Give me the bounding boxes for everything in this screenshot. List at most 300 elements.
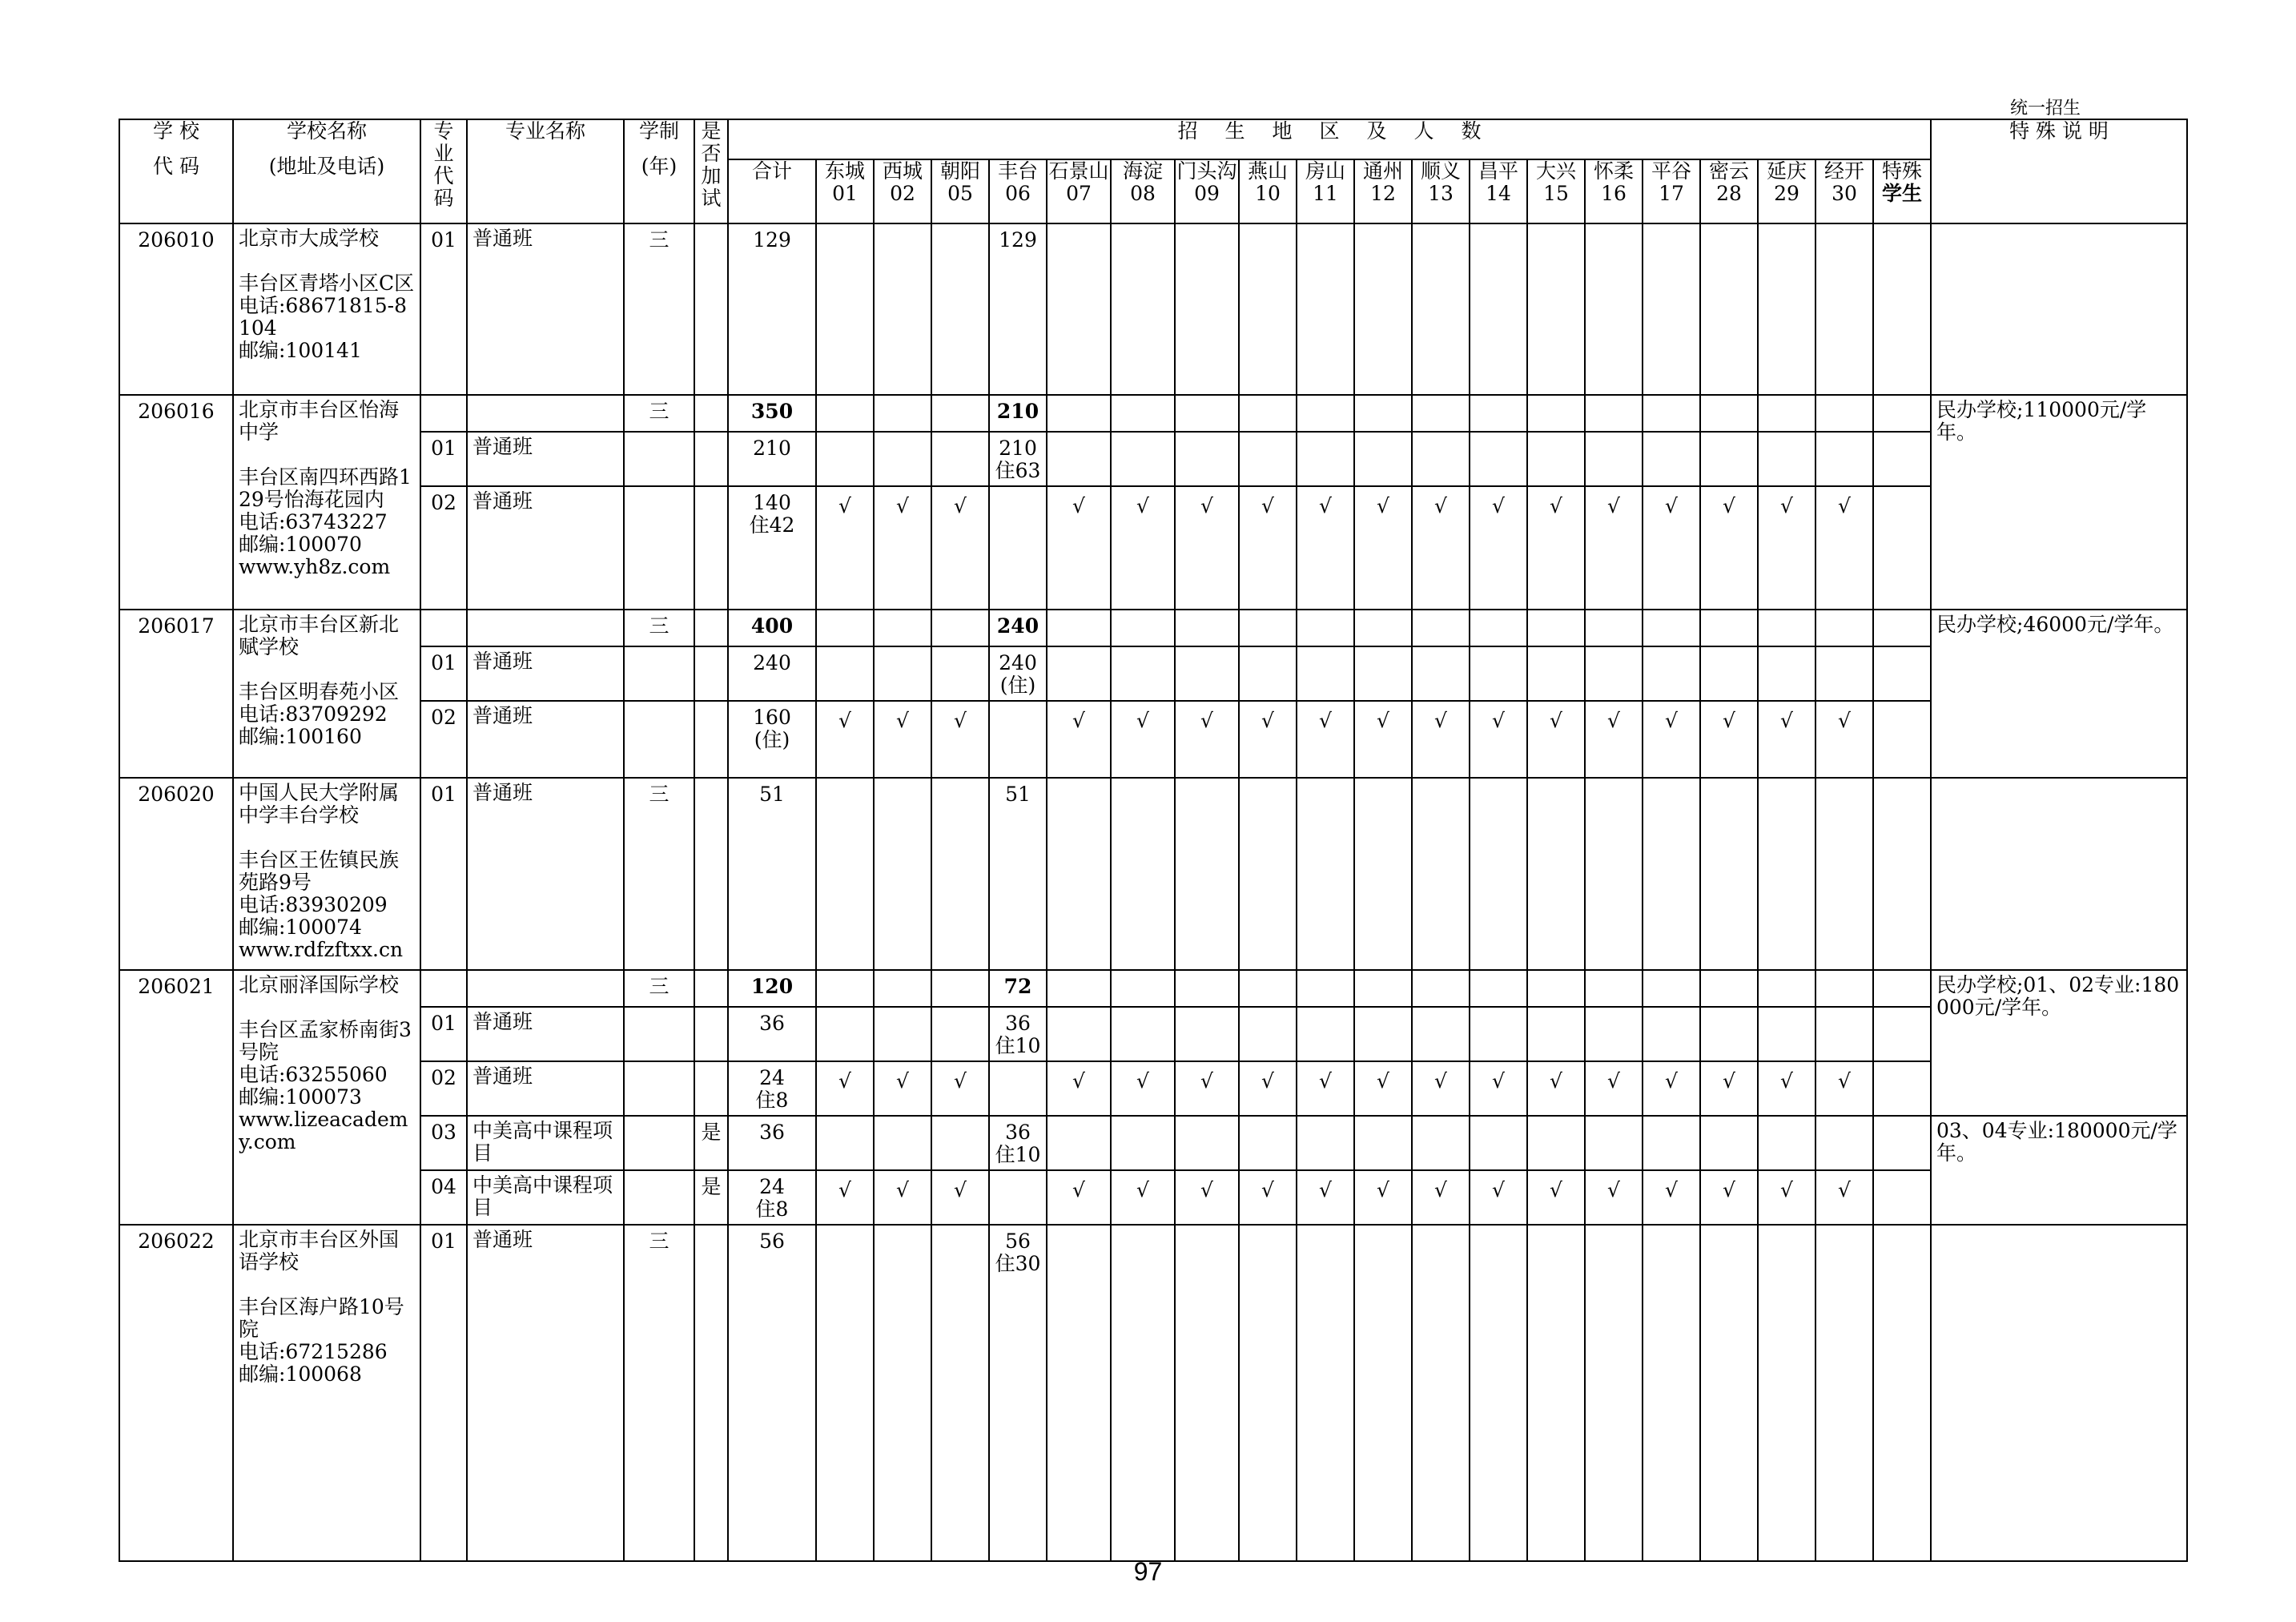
duration (624, 701, 694, 778)
region-cell (1470, 778, 1527, 970)
region-cell (1643, 432, 1700, 486)
fengtai-count: 210 住63 (989, 432, 1047, 486)
region-cell (1873, 1061, 1931, 1116)
major-name-header: 专业名称 (467, 119, 624, 223)
region-cell (1873, 1170, 1931, 1225)
check-mark: √ (1527, 701, 1585, 778)
table-row (119, 1061, 2187, 1116)
check-mark: √ (1585, 486, 1643, 610)
region-cell (1239, 1116, 1297, 1170)
check-mark: √ (1297, 486, 1354, 610)
region-cell (1873, 486, 1931, 610)
school-code: 206022 (119, 1225, 233, 1561)
region-cell (874, 778, 931, 970)
region-cell (1412, 1225, 1470, 1561)
check-mark: √ (1758, 1061, 1815, 1116)
check-mark: √ (1175, 486, 1239, 610)
region-cell (874, 1225, 931, 1561)
region-cell (1239, 970, 1297, 1007)
region-cell (1175, 395, 1239, 432)
major-code (420, 610, 467, 646)
region-cell (1239, 1007, 1297, 1061)
check-mark: √ (1585, 1061, 1643, 1116)
check-mark: √ (1700, 1170, 1758, 1225)
special-note: 民办学校;01、02专业:180000元/学年。 (1931, 970, 2187, 1116)
region-cell (1239, 432, 1297, 486)
region-cell (1175, 1007, 1239, 1061)
region-cell (1700, 646, 1758, 701)
major-name: 普通班 (467, 1061, 624, 1116)
major-name: 普通班 (467, 701, 624, 778)
school-address: 丰台区孟家桥南街3号院 电话:63255060 邮编:100073 www.lizeacademy.com (239, 1018, 412, 1153)
region-cell (1873, 395, 1931, 432)
region-cell (1815, 1225, 1873, 1561)
check-mark: √ (1470, 1061, 1527, 1116)
special-note: 民办学校;46000元/学年。 (1931, 610, 2187, 778)
check-mark: √ (1643, 1061, 1700, 1116)
school-name: 北京市丰台区新北赋学校 (239, 613, 400, 658)
region-cell (1412, 1116, 1470, 1170)
major-name: 普通班 (467, 432, 624, 486)
total-header: 合计 (728, 159, 816, 223)
region-cell (1297, 646, 1354, 701)
region-cell (1354, 1007, 1412, 1061)
school-name-header: 学校名称 (地址及电话) (233, 119, 420, 223)
extra-test (694, 646, 728, 701)
fengtai-count: 72 (989, 970, 1047, 1007)
check-mark: √ (1758, 486, 1815, 610)
region-cell (1239, 223, 1297, 395)
region-cell (1412, 395, 1470, 432)
fengtai-count: 210 (989, 395, 1047, 432)
table-row (119, 223, 2187, 395)
region-header: 海淀 08 (1111, 159, 1175, 223)
extra-test (694, 223, 728, 395)
region-cell (1111, 223, 1175, 395)
fengtai-count: 36 住10 (989, 1007, 1047, 1061)
check-mark: √ (1700, 1061, 1758, 1116)
region-cell (1585, 970, 1643, 1007)
region-cell (1470, 432, 1527, 486)
extra-test (694, 432, 728, 486)
region-cell (1047, 432, 1111, 486)
region-cell (1175, 1116, 1239, 1170)
total-count: 24 住8 (728, 1061, 816, 1116)
duration-header: 学制 (年) (624, 119, 694, 223)
region-cell (1412, 970, 1470, 1007)
region-cell (1758, 970, 1815, 1007)
region-cell (1354, 778, 1412, 970)
total-count: 400 (728, 610, 816, 646)
region-cell (1815, 970, 1873, 1007)
region-cell (1412, 432, 1470, 486)
category-tag: 统一招生 (2010, 99, 2081, 119)
region-header: 通州 12 (1354, 159, 1412, 223)
region-cell (1585, 395, 1643, 432)
region-header: 顺义 13 (1412, 159, 1470, 223)
region-cell (1643, 223, 1700, 395)
region-title: 招生地区及人数 (728, 119, 1931, 159)
region-cell (931, 1116, 989, 1170)
region-cell (931, 1007, 989, 1061)
fengtai-count: 51 (989, 778, 1047, 970)
school-name-cell (233, 223, 420, 395)
school-address: 丰台区明春苑小区 电话:83709292 邮编:100160 (239, 680, 400, 748)
major-code: 03 (420, 1116, 467, 1170)
region-cell (874, 395, 931, 432)
region-cell (874, 1007, 931, 1061)
region-cell (1758, 610, 1815, 646)
region-cell (1527, 1225, 1585, 1561)
region-cell (1815, 778, 1873, 970)
school-code: 206016 (119, 395, 233, 610)
region-header: 门头沟 09 (1175, 159, 1239, 223)
duration: 三 (624, 610, 694, 646)
region-cell (1354, 970, 1412, 1007)
check-mark: √ (1758, 701, 1815, 778)
region-cell (931, 432, 989, 486)
region-cell (1412, 223, 1470, 395)
check-mark: √ (1239, 1061, 1297, 1116)
school-name: 北京市丰台区外国语学校 (239, 1228, 400, 1274)
region-cell (1758, 778, 1815, 970)
check-mark: √ (1527, 486, 1585, 610)
region-cell (1527, 646, 1585, 701)
region-cell (1111, 970, 1175, 1007)
page-number: 97 (1133, 1557, 1163, 1586)
check-mark: √ (1297, 701, 1354, 778)
duration: 三 (624, 778, 694, 970)
total-count: 140 住42 (728, 486, 816, 610)
region-cell (1297, 1007, 1354, 1061)
region-cell (1175, 1225, 1239, 1561)
region-cell (1527, 432, 1585, 486)
region-cell (1527, 610, 1585, 646)
region-cell (1047, 395, 1111, 432)
total-count: 36 (728, 1007, 816, 1061)
region-cell (1643, 610, 1700, 646)
major-code: 01 (420, 1007, 467, 1061)
check-mark: √ (1111, 1170, 1175, 1225)
table-row (119, 432, 2187, 486)
check-mark: √ (816, 1170, 874, 1225)
region-cell (874, 223, 931, 395)
major-name: 普通班 (467, 223, 624, 395)
region-cell (1758, 646, 1815, 701)
region-header: 特殊 学生 (1873, 159, 1931, 223)
region-cell (1111, 1007, 1175, 1061)
duration (624, 646, 694, 701)
school-name: 北京丽泽国际学校 (239, 973, 400, 996)
check-mark: √ (1354, 1061, 1412, 1116)
school-code: 206020 (119, 778, 233, 970)
region-cell (1470, 395, 1527, 432)
region-cell (931, 223, 989, 395)
region-cell (1700, 1116, 1758, 1170)
region-cell (1412, 646, 1470, 701)
table-row (119, 970, 2187, 1007)
region-cell (1643, 778, 1700, 970)
region-cell (1643, 1116, 1700, 1170)
special-note (1931, 778, 2187, 970)
check-mark: √ (1815, 1170, 1873, 1225)
check-mark: √ (1175, 701, 1239, 778)
major-name (467, 610, 624, 646)
region-cell (816, 1007, 874, 1061)
table-row (119, 486, 2187, 610)
region-cell (816, 223, 874, 395)
major-name: 普通班 (467, 646, 624, 701)
school-name: 北京市大成学校 (239, 227, 380, 250)
check-mark: √ (1412, 701, 1470, 778)
enrollment-table (119, 119, 2188, 1562)
school-code: 206017 (119, 610, 233, 778)
region-cell (816, 395, 874, 432)
region-cell (1585, 1225, 1643, 1561)
major-name (467, 395, 624, 432)
region-cell (1175, 432, 1239, 486)
check-mark: √ (1643, 701, 1700, 778)
school-code: 206021 (119, 970, 233, 1225)
region-cell (1354, 1225, 1412, 1561)
check-mark: √ (1585, 701, 1643, 778)
special-note (1931, 1225, 2187, 1561)
major-name: 普通班 (467, 778, 624, 970)
region-cell (1873, 610, 1931, 646)
major-name: 中美高中课程项目 (467, 1116, 624, 1170)
region-cell (816, 970, 874, 1007)
region-cell (1758, 432, 1815, 486)
region-cell (1470, 1116, 1527, 1170)
check-mark: √ (1470, 1170, 1527, 1225)
check-mark: √ (931, 701, 989, 778)
region-cell (1111, 432, 1175, 486)
extra-test (694, 1225, 728, 1561)
region-cell (1111, 1225, 1175, 1561)
region-header: 朝阳 05 (931, 159, 989, 223)
region-cell (1527, 1007, 1585, 1061)
duration (624, 486, 694, 610)
region-cell (1700, 432, 1758, 486)
special-note: 03、04专业:180000元/学年。 (1931, 1116, 2187, 1225)
check-mark: √ (1239, 701, 1297, 778)
school-address: 丰台区青塔小区C区 电话:68671815-8104 邮编:100141 (239, 272, 415, 362)
region-header: 经开 30 (1815, 159, 1873, 223)
region-cell (1873, 1225, 1931, 1561)
total-count: 51 (728, 778, 816, 970)
fengtai-count: 129 (989, 223, 1047, 395)
school-name-cell (233, 610, 420, 778)
duration (624, 432, 694, 486)
special-note: 民办学校;110000元/学年。 (1931, 395, 2187, 610)
duration: 三 (624, 223, 694, 395)
region-cell (874, 610, 931, 646)
region-cell (1873, 1116, 1931, 1170)
region-cell (1297, 395, 1354, 432)
region-cell (931, 610, 989, 646)
region-header: 昌平 14 (1470, 159, 1527, 223)
region-cell (1758, 1225, 1815, 1561)
check-mark: √ (1758, 1170, 1815, 1225)
region-cell (1643, 395, 1700, 432)
check-mark: √ (931, 486, 989, 610)
school-address: 丰台区南四环西路129号怡海花园内 电话:63743227 邮编:100070 www.yh8z.com (239, 465, 412, 578)
region-cell (1585, 610, 1643, 646)
region-cell (1354, 395, 1412, 432)
region-cell (1047, 223, 1111, 395)
check-mark: √ (1527, 1061, 1585, 1116)
check-mark: √ (1111, 701, 1175, 778)
region-cell (874, 970, 931, 1007)
duration: 三 (624, 1225, 694, 1561)
table-row (119, 646, 2187, 701)
region-cell (1873, 223, 1931, 395)
major-name (467, 970, 624, 1007)
region-header: 东城 01 (816, 159, 874, 223)
region-cell (1047, 610, 1111, 646)
region-cell (1297, 1116, 1354, 1170)
total-count: 160 (住) (728, 701, 816, 778)
school-name-cell (233, 970, 420, 1225)
region-cell (816, 646, 874, 701)
region-cell (1175, 970, 1239, 1007)
check-mark: √ (1470, 701, 1527, 778)
region-cell (1873, 432, 1931, 486)
fengtai-count: 240 (989, 610, 1047, 646)
region-cell (1047, 778, 1111, 970)
duration: 三 (624, 395, 694, 432)
region-cell (1527, 778, 1585, 970)
extra-test (694, 486, 728, 610)
region-cell (1239, 1225, 1297, 1561)
region-cell (1239, 778, 1297, 970)
region-cell (1470, 646, 1527, 701)
region-cell (1111, 1116, 1175, 1170)
total-count: 210 (728, 432, 816, 486)
duration (624, 1116, 694, 1170)
region-cell (1643, 1007, 1700, 1061)
region-cell (1873, 970, 1931, 1007)
total-count: 120 (728, 970, 816, 1007)
total-count: 56 (728, 1225, 816, 1561)
check-mark: √ (1047, 486, 1111, 610)
region-cell (1239, 610, 1297, 646)
region-cell (1047, 1116, 1111, 1170)
region-cell (1873, 1007, 1931, 1061)
school-name-cell (233, 395, 420, 610)
region-cell (1354, 432, 1412, 486)
region-cell (1643, 1225, 1700, 1561)
region-cell (816, 778, 874, 970)
region-cell (1354, 1116, 1412, 1170)
school-name: 中国人民大学附属中学丰台学校 (239, 781, 400, 827)
school-code: 206010 (119, 223, 233, 395)
region-cell (1585, 1007, 1643, 1061)
major-name: 普通班 (467, 1007, 624, 1061)
check-mark: √ (1470, 486, 1527, 610)
region-cell (1111, 395, 1175, 432)
check-mark: √ (1643, 486, 1700, 610)
extra-test (694, 778, 728, 970)
region-cell (931, 1225, 989, 1561)
check-mark: √ (1354, 486, 1412, 610)
check-mark: √ (931, 1170, 989, 1225)
region-cell (1700, 970, 1758, 1007)
total-count: 240 (728, 646, 816, 701)
check-mark: √ (1239, 1170, 1297, 1225)
fengtai-count (989, 701, 1047, 778)
table-row (119, 1225, 2187, 1561)
region-cell (1527, 395, 1585, 432)
check-mark: √ (874, 1170, 931, 1225)
table-row (119, 701, 2187, 778)
region-cell (1700, 610, 1758, 646)
region-cell (931, 778, 989, 970)
region-cell (1297, 223, 1354, 395)
major-code: 01 (420, 646, 467, 701)
fengtai-count: 240 (住) (989, 646, 1047, 701)
region-cell (1412, 778, 1470, 970)
extra-test: 是 (694, 1116, 728, 1170)
region-cell (1815, 432, 1873, 486)
total-count: 350 (728, 395, 816, 432)
region-cell (816, 1225, 874, 1561)
region-cell (1297, 432, 1354, 486)
region-header: 怀柔 16 (1585, 159, 1643, 223)
major-code: 02 (420, 486, 467, 610)
check-mark: √ (1111, 486, 1175, 610)
region-cell (1470, 610, 1527, 646)
region-header: 石景山 07 (1047, 159, 1111, 223)
check-mark: √ (1643, 1170, 1700, 1225)
region-cell (1527, 223, 1585, 395)
check-mark: √ (1047, 1170, 1111, 1225)
region-cell (1585, 646, 1643, 701)
special-notes-header: 特 殊 说 明 (1931, 119, 2187, 223)
check-mark: √ (874, 1061, 931, 1116)
region-cell (1815, 610, 1873, 646)
check-mark: √ (1815, 1061, 1873, 1116)
fengtai-count: 36 住10 (989, 1116, 1047, 1170)
region-cell (1585, 223, 1643, 395)
region-cell (1700, 223, 1758, 395)
duration (624, 1061, 694, 1116)
region-cell (1354, 223, 1412, 395)
table-row (119, 778, 2187, 970)
region-cell (1700, 1007, 1758, 1061)
region-header: 西城 02 (874, 159, 931, 223)
school-code-header: 学 校 代 码 (119, 119, 233, 223)
school-name-cell (233, 1225, 420, 1561)
region-cell (1297, 610, 1354, 646)
region-cell (1873, 778, 1931, 970)
check-mark: √ (1297, 1170, 1354, 1225)
check-mark: √ (1412, 486, 1470, 610)
region-header: 房山 11 (1297, 159, 1354, 223)
extra-test (694, 701, 728, 778)
table-row (119, 395, 2187, 432)
major-code (420, 970, 467, 1007)
region-cell (1585, 778, 1643, 970)
check-mark: √ (816, 701, 874, 778)
region-cell (1239, 646, 1297, 701)
duration (624, 1170, 694, 1225)
region-cell (1175, 778, 1239, 970)
major-code (420, 395, 467, 432)
total-count: 24 住8 (728, 1170, 816, 1225)
table-row (119, 1007, 2187, 1061)
extra-test (694, 610, 728, 646)
